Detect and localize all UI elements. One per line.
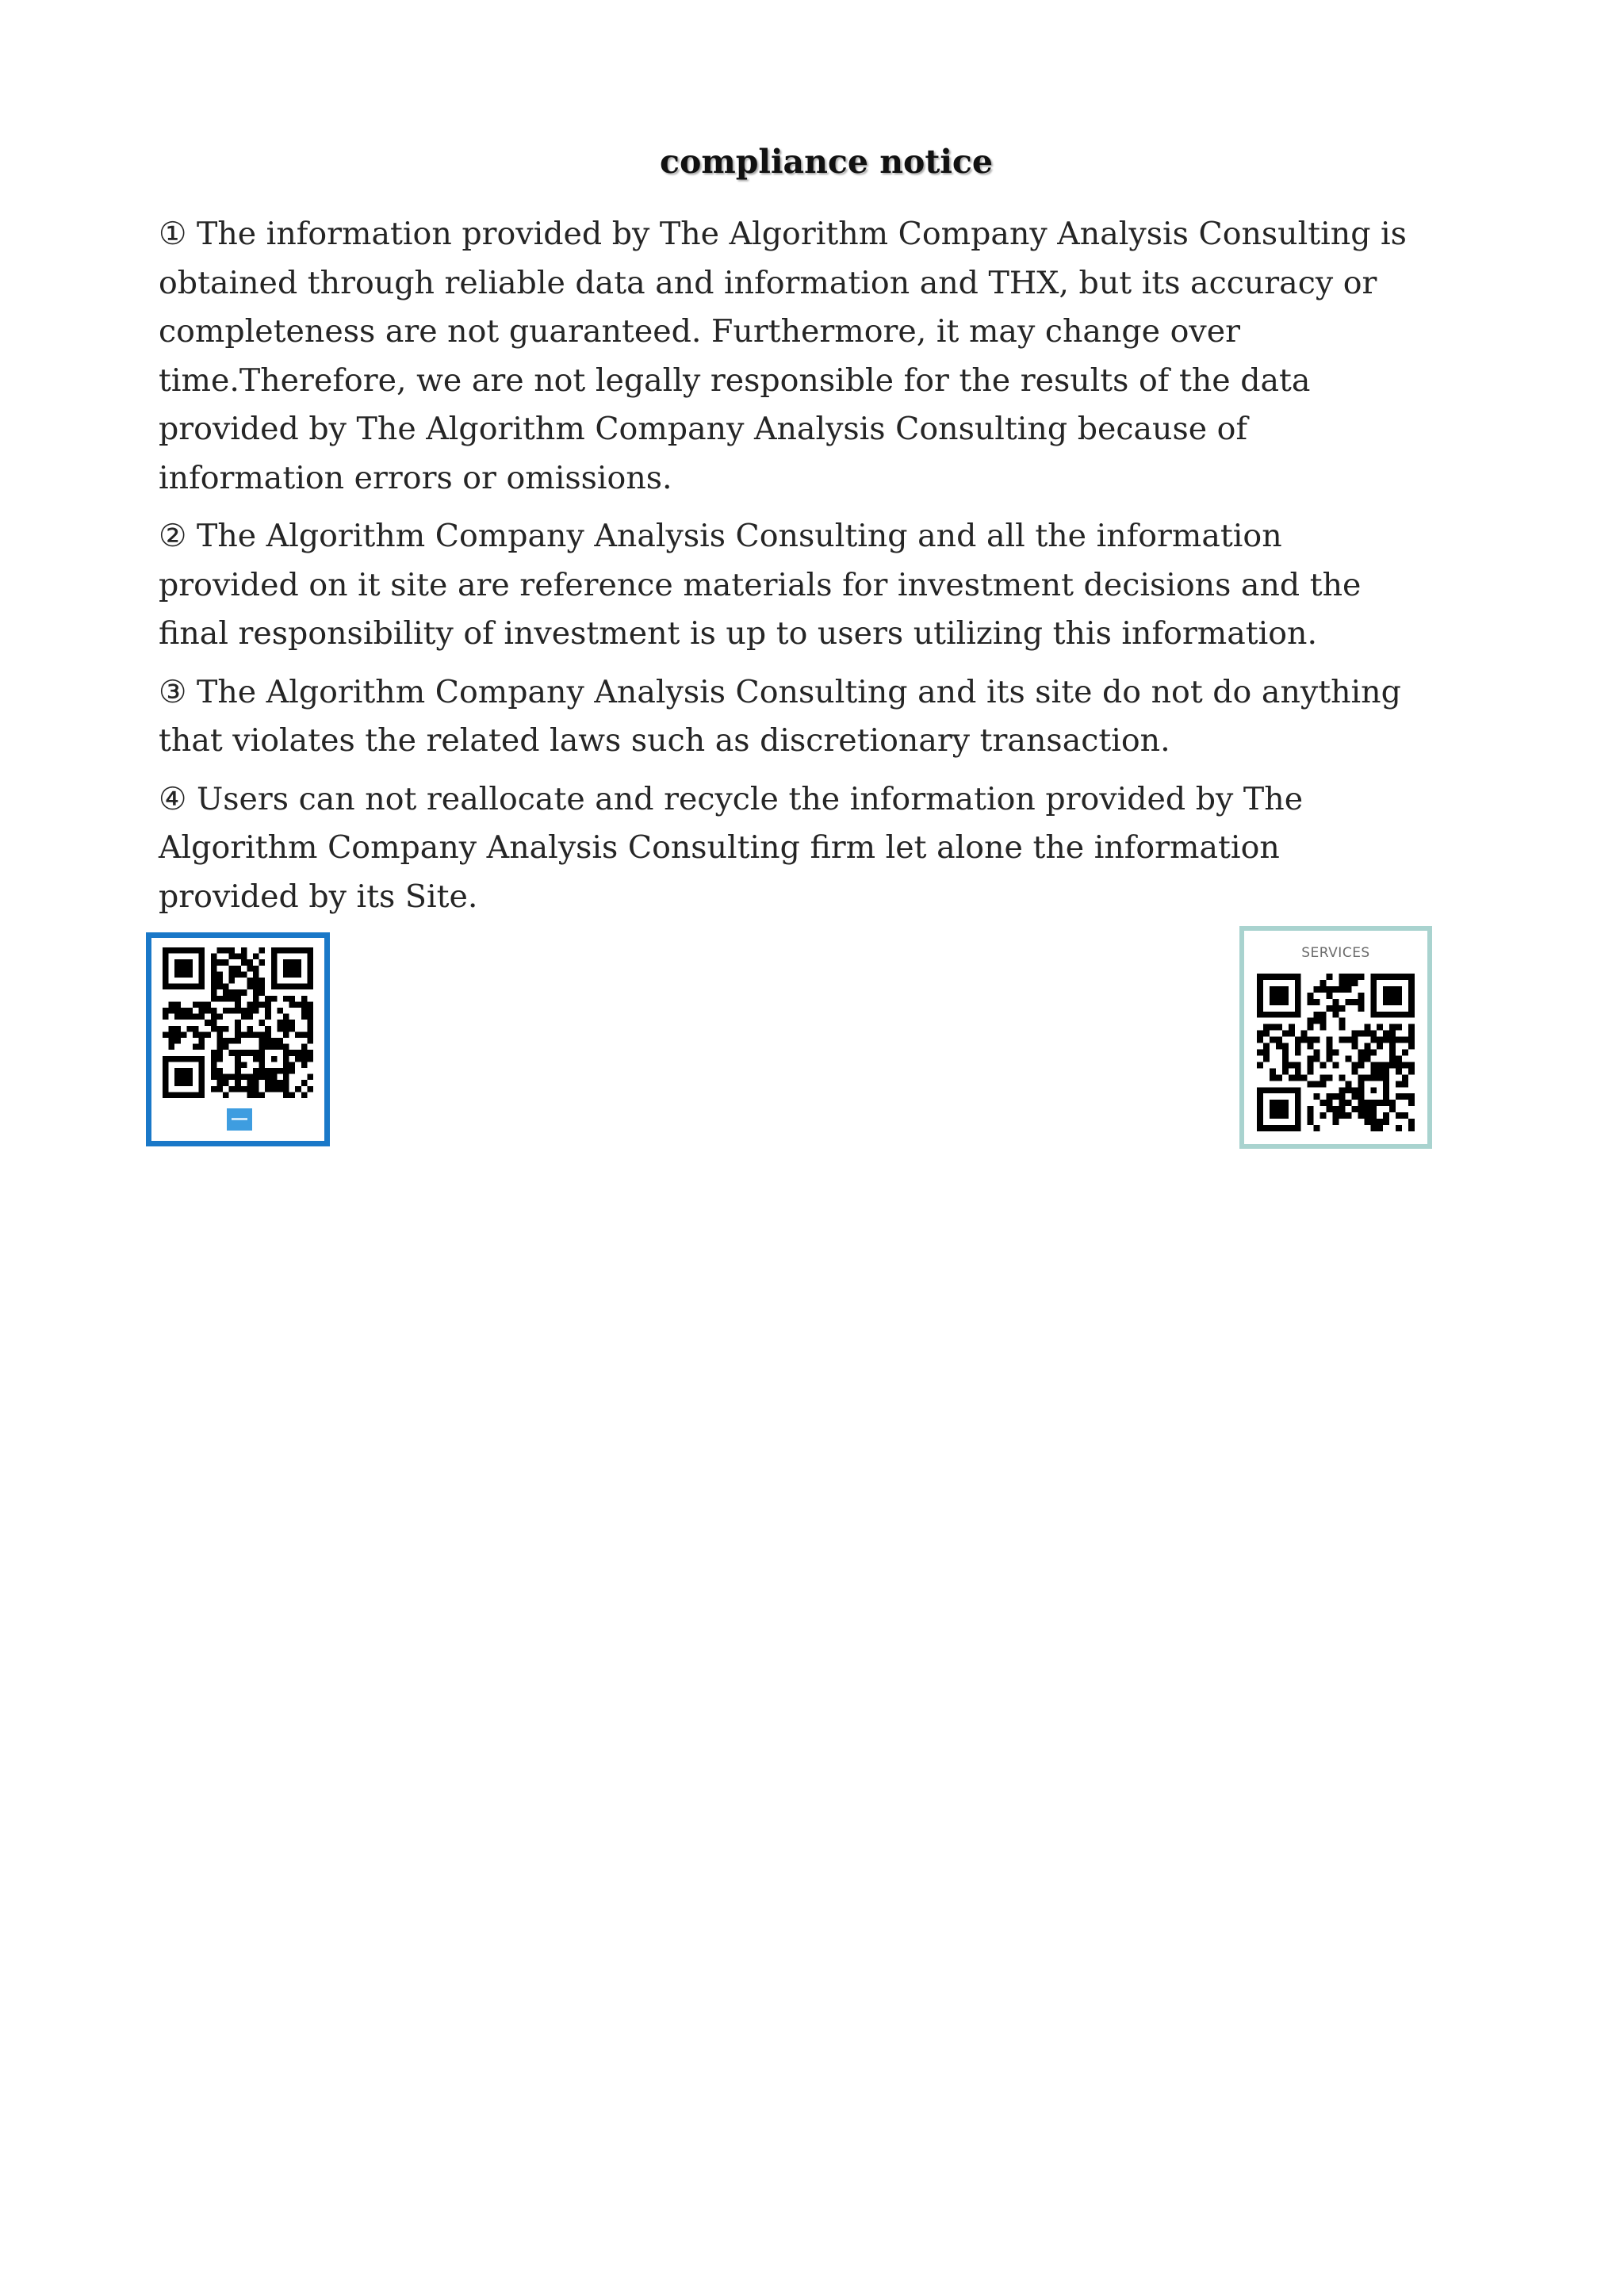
brand-logo-icon: [227, 1108, 252, 1131]
qr-caption: SERVICES: [1301, 945, 1370, 961]
notice-item-1: ① The information provided by The Algorithm Company Analysis Consulting is obtained through reliable data and information and THX, but its accuracy or completeness are not guaranteed. Furthermore, it may change over time.Therefore, we are not legally responsible for the results of the data provided by The Algorithm Company Analysis Consulting because of information errors or omissions.: [159, 216, 1407, 496]
page-title: compliance notice: [660, 143, 993, 181]
qr-code-icon: [1257, 974, 1415, 1131]
notice-item-4: ④ Users can not reallocate and recycle the information provided by The Algorithm Company Analysis Consulting firm let alone the information provided by its Site.: [159, 780, 1304, 915]
services-qr-card[interactable]: [1239, 926, 1432, 1149]
notice-item-2: ② The Algorithm Company Analysis Consulting and all the information provided on it site are reference materials for investment decisions and the final responsibility of investment is up to users utilizing this information.: [159, 518, 1362, 652]
notice-item-3: ③ The Algorithm Company Analysis Consulting and its site do not do anything that violates the related laws such as discretionary transaction.: [159, 673, 1401, 759]
left-qr-card[interactable]: [146, 932, 330, 1146]
compliance-notice-body: [159, 210, 1427, 931]
qr-code-icon: [163, 947, 313, 1098]
